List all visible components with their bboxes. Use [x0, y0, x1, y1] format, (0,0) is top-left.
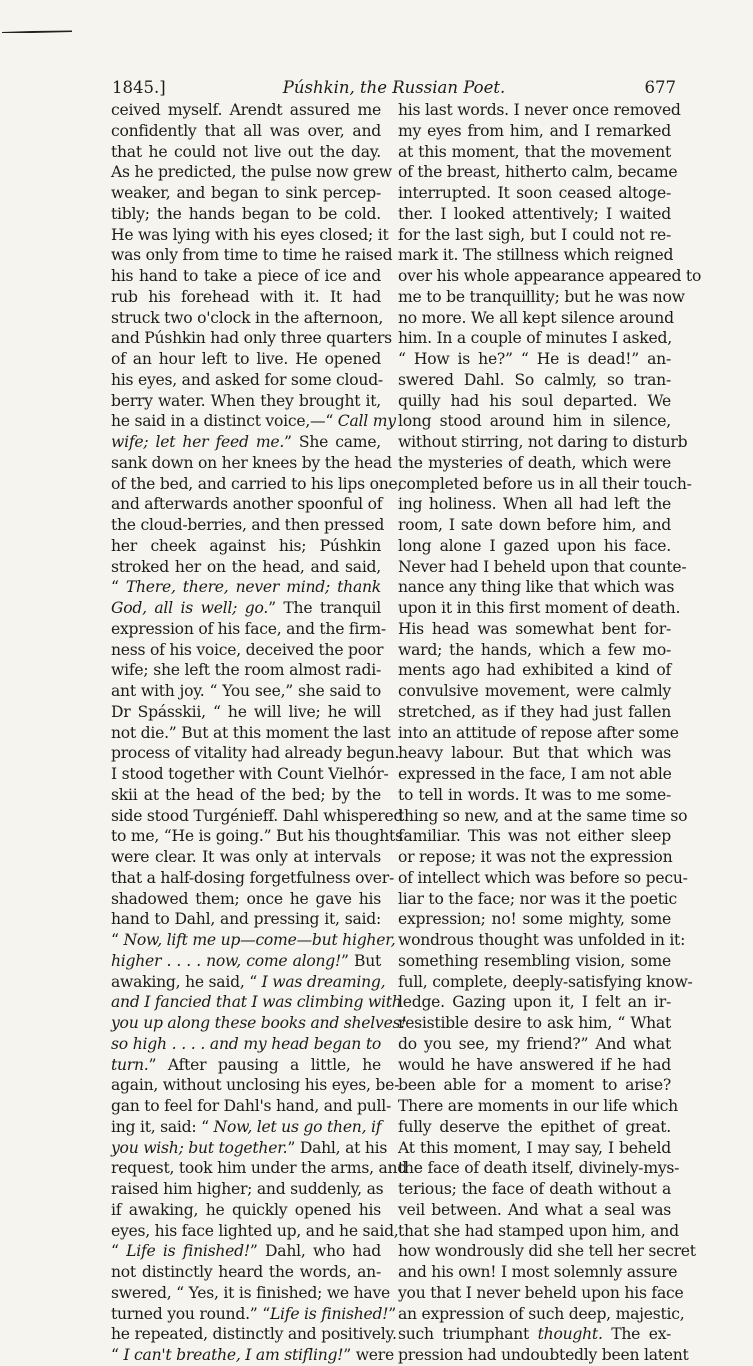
text-line — [398, 432, 688, 453]
text-run: berry water. When they brought it, — [111, 391, 381, 410]
text-run: ward; the hands, which a few mo- — [398, 640, 671, 659]
text-run: side stood Turgénieff. Dahl whispered — [111, 806, 404, 825]
italic-text-run: so high . . . . and my head began to — [111, 1034, 381, 1053]
text-line — [111, 1096, 392, 1117]
text-run: and Púshkin had only three quarters — [111, 329, 392, 348]
text-line — [111, 889, 381, 910]
italic-text-run: higher . . . . now, come along! — [111, 951, 342, 970]
text-line — [398, 868, 688, 889]
text-line — [398, 474, 692, 495]
text-line — [111, 1200, 381, 1221]
text-run: expressed in the face, I am not able — [398, 765, 672, 783]
text-run: without stirring, not daring to disturb — [398, 433, 688, 451]
text-line — [398, 992, 671, 1013]
text-line — [398, 847, 671, 868]
header-year: 1845.] — [112, 78, 166, 97]
text-run: ing it, said: “ — [111, 1117, 214, 1136]
text-line — [111, 598, 381, 619]
text-line — [111, 1117, 381, 1138]
text-line — [111, 847, 381, 868]
text-run: no more. We all kept silence around — [398, 308, 674, 327]
text-line — [398, 1013, 671, 1034]
text-line — [111, 681, 381, 702]
text-run: ” Dahl, at his — [287, 1138, 388, 1157]
text-run: mark it. The stillness which reigned — [398, 246, 674, 265]
text-line — [398, 1304, 685, 1325]
text-line — [111, 702, 381, 723]
text-run: ” — [388, 1304, 396, 1323]
text-line — [398, 1117, 671, 1138]
text-run: stroked her on the head, and said, — [111, 557, 381, 576]
text-line — [398, 349, 671, 370]
text-line — [111, 411, 396, 432]
text-line — [398, 411, 671, 432]
text-run: not distinctly heard the words, an- — [111, 1263, 381, 1281]
text-line — [398, 909, 671, 930]
text-run: veil between. And what a seal was — [398, 1200, 671, 1219]
text-run: Dr Spásskii, “ he will live; he will — [111, 702, 381, 721]
text-line — [398, 681, 671, 702]
text-run: that a half-dosing forgetfulness over- — [111, 868, 395, 887]
text-run: rub his forehead with it. It had — [111, 287, 381, 306]
text-column-left — [111, 100, 408, 1366]
text-line — [111, 1262, 381, 1283]
text-line — [398, 536, 671, 557]
text-line — [398, 204, 671, 225]
text-line — [398, 806, 688, 827]
page-number: 677 — [644, 78, 676, 97]
text-line — [398, 1200, 671, 1221]
text-run: over his whole appearance appeared to — [398, 267, 702, 285]
text-line — [398, 287, 685, 308]
text-line — [398, 619, 671, 640]
text-line — [111, 100, 381, 121]
text-line — [111, 1304, 396, 1325]
text-line — [398, 308, 674, 329]
text-line — [398, 764, 671, 785]
text-line — [398, 494, 671, 515]
text-line — [398, 1075, 671, 1096]
text-run: his last words. I never once removed — [398, 101, 681, 119]
text-line — [398, 743, 671, 764]
text-run: if awaking, he quickly opened his — [111, 1200, 381, 1219]
text-line — [398, 1345, 689, 1366]
text-run: gan to feel for Dahl's hand, and pull- — [111, 1097, 392, 1115]
text-line — [111, 204, 381, 225]
text-line — [111, 640, 384, 661]
italic-text-run: you wish; but together. — [111, 1138, 288, 1157]
text-line — [111, 1241, 381, 1262]
text-run: As he predicted, the pulse now grew — [111, 163, 392, 182]
text-run: of the breast, hitherto calm, became — [398, 163, 678, 182]
text-run: He was lying with his eyes closed; it — [111, 225, 389, 244]
text-run: wondrous thought was unfolded in it: — [398, 931, 686, 949]
text-line — [398, 660, 671, 681]
text-run: upon it in this first moment of death. — [398, 599, 681, 617]
text-line — [111, 515, 385, 536]
text-run: struck two o'clock in the afternoon, — [111, 308, 384, 327]
text-line — [111, 909, 381, 930]
text-run: room, I sate down before him, and — [398, 516, 671, 534]
text-run: fully deserve the epithet of great. — [398, 1117, 671, 1136]
text-run: of an hour left to live. He opened — [111, 350, 381, 368]
text-line — [398, 557, 687, 578]
text-line — [111, 328, 392, 349]
text-line — [111, 225, 389, 246]
text-run: turned you round.” “ — [111, 1304, 270, 1323]
text-line — [398, 598, 681, 619]
text-line — [111, 245, 393, 266]
text-line — [398, 640, 671, 661]
text-line — [398, 328, 671, 349]
text-run: “ — [111, 1242, 127, 1261]
text-line — [398, 370, 671, 391]
text-run: again, without unclosing his eyes, be- — [111, 1076, 400, 1095]
text-run: expression; no! some mighty, some — [398, 910, 671, 929]
italic-text-run: Life is finished! — [126, 1242, 250, 1261]
text-run: at this moment, that the movement — [398, 142, 671, 161]
text-line — [111, 536, 381, 557]
text-run: that he could not live out the day. — [111, 142, 381, 161]
text-run: or repose; it was not the expression — [398, 848, 673, 866]
text-line — [398, 1262, 678, 1283]
text-line — [111, 474, 403, 495]
text-run: expression of his face, and the firm- — [111, 619, 386, 638]
italic-text-run: wife; let her feed me. — [111, 433, 285, 451]
text-line — [111, 972, 386, 993]
text-line — [398, 245, 674, 266]
text-line — [398, 577, 675, 598]
text-run: familiar. This was not either sleep — [398, 827, 671, 846]
italic-text-run: God, all is well; go. — [111, 599, 269, 617]
text-run: process of vitality had already begun. — [111, 744, 400, 763]
text-line — [398, 100, 681, 121]
text-line — [398, 391, 671, 412]
italic-text-run: Call my — [337, 412, 396, 431]
text-run: skii at the head of the bed; by the — [111, 785, 381, 804]
text-run: of the bed, and carried to his lips one, — [111, 474, 403, 493]
text-line — [111, 1283, 390, 1304]
italic-text-run: Life is finished! — [269, 1304, 389, 1323]
text-run: weaker, and began to sink percep- — [111, 184, 381, 202]
text-line — [398, 1283, 684, 1304]
text-line — [111, 142, 381, 163]
text-run: “ — [111, 1346, 124, 1364]
text-run: ” But — [341, 951, 382, 970]
text-line — [111, 391, 381, 412]
text-run: the cloud-berries, and then pressed — [111, 516, 385, 534]
text-line — [398, 121, 671, 142]
text-line — [111, 1075, 400, 1096]
text-run: an expression of such deep, majestic, — [398, 1304, 685, 1323]
text-line — [398, 1034, 671, 1055]
text-line — [398, 930, 686, 951]
text-run: “ — [111, 931, 124, 949]
text-run: ments ago had exhibited a kind of — [398, 661, 671, 680]
text-line — [398, 1055, 671, 1076]
text-column-right — [398, 100, 702, 1366]
text-line — [111, 453, 392, 474]
text-run: to tell in words. It was to me some- — [398, 785, 671, 804]
text-run: that she had stamped upon him, and — [398, 1221, 679, 1240]
text-run: I stood together with Count Vielhór- — [111, 765, 389, 783]
text-run: such triumphant — [398, 1325, 538, 1344]
text-line — [398, 1221, 679, 1242]
text-run: long stood around him in silence, — [398, 412, 671, 431]
text-line — [111, 162, 392, 183]
text-line — [111, 619, 386, 640]
text-run: he said in a distinct voice,—“ — [111, 412, 338, 431]
text-run: swered, “ Yes, it is finished; we have — [111, 1283, 390, 1302]
text-line — [111, 1179, 384, 1200]
text-run: would he have answered if he had — [398, 1055, 671, 1074]
text-line — [111, 868, 395, 889]
text-run: how wondrously did she tell her secret — [398, 1242, 696, 1261]
text-line — [111, 266, 381, 287]
text-line — [111, 370, 381, 391]
text-line — [398, 723, 679, 744]
text-line — [111, 660, 381, 681]
text-line — [111, 308, 384, 329]
italic-text-run: you up along these books and shelves! — [111, 1014, 407, 1032]
text-run: me to be tranquillity; but he was now — [398, 287, 685, 306]
italic-text-run: Now, lift me up—come—but higher, — [123, 931, 396, 949]
text-run: his hand to take a piece of ice and — [111, 267, 381, 285]
text-line — [398, 453, 671, 474]
text-run: ” Dahl, who had — [249, 1242, 381, 1261]
text-run: Never had I beheld upon that counte- — [398, 557, 687, 576]
text-run: At this moment, I may say, I beheld — [398, 1138, 671, 1157]
text-run: hand to Dahl, and pressing it, said: — [111, 910, 381, 929]
text-line — [111, 1345, 394, 1366]
text-run: ing holiness. When all had left the — [398, 495, 671, 514]
text-run: terious; the face of death without a — [398, 1180, 671, 1198]
text-run: of intellect which was before so pecu- — [398, 868, 688, 887]
text-line — [111, 577, 381, 598]
text-run: ant with joy. “ You see,” she said to — [111, 682, 381, 700]
text-line — [111, 785, 381, 806]
text-run: the face of death itself, divinely-mys- — [398, 1159, 680, 1178]
text-line — [398, 142, 671, 163]
text-run: stretched, as if they had just fallen — [398, 702, 671, 721]
text-line — [111, 121, 381, 142]
corner-rule-mark — [2, 28, 72, 35]
text-run: you that I never beheld upon his face — [398, 1283, 684, 1302]
text-line — [398, 889, 678, 910]
text-run: not die.” But at this moment the last — [111, 723, 391, 742]
text-run: to me, “He is going.” But his thoughts — [111, 827, 403, 846]
text-run: pression had undoubtedly been latent — [398, 1346, 689, 1364]
text-line — [111, 494, 381, 515]
text-run: him. In a couple of minutes I asked, — [398, 329, 672, 348]
text-run: do you see, my friend?” And what — [398, 1034, 671, 1053]
italic-text-run: turn. — [111, 1055, 149, 1074]
text-run: were clear. It was only at intervals — [111, 848, 381, 866]
text-line — [398, 183, 671, 204]
text-line — [398, 162, 678, 183]
text-run: he repeated, distinctly and positively. — [111, 1325, 397, 1344]
text-line — [111, 349, 381, 370]
text-line — [398, 1241, 696, 1262]
text-run: interrupted. It soon ceased altoge- — [398, 184, 671, 202]
text-run: been able for a moment to arise? — [398, 1076, 671, 1095]
text-line — [111, 743, 400, 764]
text-line — [398, 1324, 671, 1345]
text-run: was only from time to time he raised — [111, 246, 393, 265]
text-run: “ How is he?” “ He is dead!” an- — [398, 350, 671, 368]
text-run: something resembling vision, some — [398, 951, 671, 970]
text-run: swered Dahl. So calmly, so tran- — [398, 370, 671, 389]
text-run: His head was somewhat bent for- — [398, 619, 671, 638]
text-run: ” After pausing a little, he — [148, 1055, 381, 1074]
text-line — [398, 1179, 671, 1200]
text-run: ” The tranquil — [268, 599, 381, 617]
text-run: ” were — [343, 1346, 394, 1364]
italic-text-run: I was dreaming, — [261, 972, 386, 991]
text-run: awaking, he said, “ — [111, 972, 262, 991]
text-line — [111, 764, 389, 785]
text-run: his eyes, and asked for some cloud- — [111, 370, 383, 389]
text-line — [111, 930, 396, 951]
text-run: shadowed them; once he gave his — [111, 889, 381, 908]
text-run: thing so new, and at the same time so — [398, 806, 688, 825]
text-run: There are moments in our life which — [398, 1097, 678, 1115]
text-line — [111, 183, 381, 204]
text-run: tibly; the hands began to be cold. — [111, 204, 381, 223]
text-line — [398, 1096, 678, 1117]
text-run: completed before us in all their touch- — [398, 474, 692, 493]
italic-text-run: I can't breathe, I am stifling! — [123, 1346, 344, 1364]
text-line — [398, 266, 702, 287]
text-run: ceived myself. Arendt assured me — [111, 101, 381, 119]
text-line — [111, 432, 381, 453]
text-line — [111, 557, 381, 578]
text-run: eyes, his face lighted up, and he said, — [111, 1221, 399, 1240]
text-run: her cheek against his; Púshkin — [111, 536, 381, 555]
text-line — [111, 1055, 381, 1076]
text-run: full, complete, deeply-satisfying know- — [398, 972, 693, 991]
text-line — [111, 826, 403, 847]
text-line — [398, 1158, 680, 1179]
text-line — [111, 1158, 408, 1179]
text-run: the mysteries of death, which were — [398, 453, 671, 472]
text-line — [398, 225, 671, 246]
italic-text-run: Now, let us go then, if — [213, 1117, 382, 1136]
italic-text-run: and I fancied that I was climbing with — [111, 993, 402, 1012]
text-line — [398, 826, 671, 847]
text-run: confidently that all was over, and — [111, 121, 381, 140]
italic-text-run: There, there, never mind; thank — [125, 578, 382, 597]
text-run: heavy labour. But that which was — [398, 744, 671, 763]
text-line — [398, 515, 671, 536]
text-run: quilly had his soul departed. We — [398, 391, 671, 410]
text-run: sank down on her knees by the head — [111, 453, 392, 472]
text-run: into an attitude of repose after some — [398, 723, 679, 742]
text-run: ” She came, — [284, 433, 382, 451]
text-run: ness of his voice, deceived the poor — [111, 640, 384, 659]
text-run: nance any thing like that which was — [398, 578, 675, 597]
running-title: Púshkin, the Russian Poet. — [282, 78, 506, 97]
text-line — [111, 992, 402, 1013]
text-run: convulsive movement, were calmly — [398, 682, 671, 700]
text-run: my eyes from him, and I remarked — [398, 121, 671, 140]
text-line — [111, 1013, 407, 1034]
text-run: request, took him under the arms, and — [111, 1159, 408, 1178]
text-line — [398, 702, 671, 723]
text-run: for the last sigh, but I could not re- — [398, 225, 671, 244]
text-run: wife; she left the room almost radi- — [111, 661, 381, 680]
text-line — [111, 1138, 388, 1159]
text-run: The ex- — [602, 1325, 672, 1344]
text-run: long alone I gazed upon his face. — [398, 536, 671, 555]
text-run: liar to the face; nor was it the poetic — [398, 889, 678, 908]
text-line — [111, 951, 381, 972]
text-run: resistible desire to ask him, “ What — [398, 1014, 671, 1032]
text-run: “ — [111, 578, 126, 597]
text-line — [111, 287, 381, 308]
text-run: ther. I looked attentively; I waited — [398, 204, 671, 223]
text-run: and his own! I most solemnly assure — [398, 1263, 678, 1281]
text-line — [398, 951, 671, 972]
text-line — [111, 1221, 399, 1242]
text-line — [111, 723, 391, 744]
text-line — [111, 1324, 397, 1345]
text-line — [398, 972, 693, 993]
text-run: and afterwards another spoonful of — [111, 495, 383, 514]
text-run: raised him higher; and suddenly, as — [111, 1180, 384, 1198]
page-header — [112, 76, 676, 100]
text-line — [111, 1034, 381, 1055]
text-line — [398, 785, 671, 806]
text-line — [398, 1138, 671, 1159]
italic-text-run: thought. — [537, 1325, 603, 1344]
text-run: ledge. Gazing upon it, I felt an ir- — [398, 993, 671, 1012]
text-line — [111, 806, 404, 827]
